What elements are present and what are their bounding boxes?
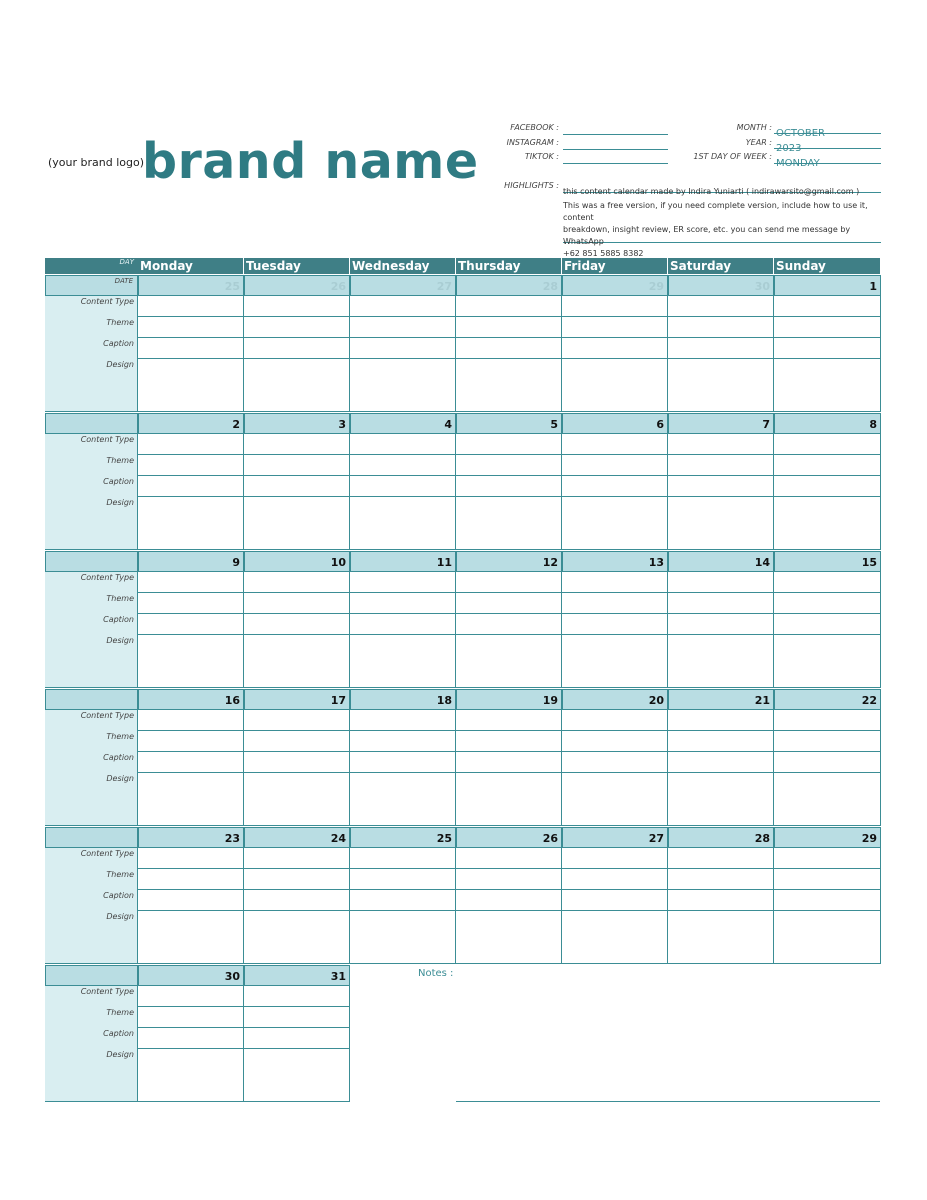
date-label [45, 827, 138, 848]
day-header-saturday: Saturday [668, 258, 774, 274]
calendar-cell-content-type[interactable] [562, 434, 668, 455]
date-cell: 29 [774, 827, 881, 848]
calendar-cell-content-type[interactable] [138, 848, 244, 869]
row-label-theme: Theme [106, 594, 134, 603]
date-cell: 18 [350, 689, 456, 710]
calendar-cell-content-type[interactable] [138, 434, 244, 455]
calendar-cell-content-type[interactable] [350, 296, 456, 317]
calendar-cell-caption[interactable] [562, 338, 668, 359]
calendar-cell-caption[interactable] [138, 338, 244, 359]
day-header-thursday: Thursday [456, 258, 562, 274]
calendar-cell-content-type[interactable] [350, 434, 456, 455]
calendar-cell-content-type[interactable] [774, 572, 881, 593]
row-label-design: Design [106, 912, 134, 921]
row-label-column [45, 434, 138, 550]
calendar-cell-theme[interactable] [350, 731, 456, 752]
calendar-cell-content-type[interactable] [350, 572, 456, 593]
calendar-cell-theme[interactable] [774, 593, 881, 614]
row-label-caption: Caption [103, 339, 134, 348]
calendar-cell-theme[interactable] [138, 593, 244, 614]
highlights-label: HIGHLIGHTS : [504, 181, 559, 190]
calendar-cell-content-type[interactable] [456, 710, 562, 731]
calendar-cell-caption[interactable] [350, 614, 456, 635]
calendar-cell-design[interactable] [562, 635, 668, 688]
calendar-cell-caption[interactable] [668, 614, 774, 635]
row-label-design: Design [106, 774, 134, 783]
date-cell: 5 [456, 413, 562, 434]
calendar-cell-content-type[interactable] [562, 296, 668, 317]
row-label-content-type: Content Type [80, 711, 134, 720]
calendar-cell-theme[interactable] [244, 455, 350, 476]
calendar-cell-theme[interactable] [138, 869, 244, 890]
calendar-cell-content-type[interactable] [668, 434, 774, 455]
calendar-cell-design[interactable] [774, 911, 881, 964]
facebook-field[interactable] [563, 122, 668, 135]
row-label-caption: Caption [103, 477, 134, 486]
row-label-content-type: Content Type [80, 573, 134, 582]
calendar-cell-theme[interactable] [562, 731, 668, 752]
date-cell: 24 [244, 827, 350, 848]
calendar-cell-caption[interactable] [350, 338, 456, 359]
calendar-cell-content-type[interactable] [244, 710, 350, 731]
calendar-cell-caption[interactable] [774, 614, 881, 635]
calendar-cell-design[interactable] [668, 773, 774, 826]
calendar-cell-caption[interactable] [668, 338, 774, 359]
calendar-cell-caption[interactable] [244, 338, 350, 359]
calendar-cell-theme[interactable] [668, 593, 774, 614]
calendar-cell-theme[interactable] [138, 1007, 244, 1028]
calendar-cell-content-type[interactable] [138, 296, 244, 317]
calendar-cell-design[interactable] [562, 911, 668, 964]
date-cell: 30 [668, 275, 774, 296]
calendar-cell-design[interactable] [350, 911, 456, 964]
date-cell: 28 [668, 827, 774, 848]
highlights-line-2: This was a free version, if you need complete version, include how to use it, content [563, 201, 868, 222]
highlights-notes[interactable] [563, 200, 881, 258]
date-cell: 25 [138, 275, 244, 296]
row-label-theme: Theme [106, 318, 134, 327]
highlights-line-1: this content calendar made by Indira Yuniarti ( indirawarsito@gmail.com ) [563, 187, 860, 196]
calendar-cell-theme[interactable] [456, 317, 562, 338]
row-label-content-type: Content Type [80, 849, 134, 858]
calendar-cell-caption[interactable] [774, 752, 881, 773]
calendar-cell-theme[interactable] [244, 731, 350, 752]
calendar-cell-design[interactable] [138, 359, 244, 412]
date-cell: 8 [774, 413, 881, 434]
notes-field[interactable] [456, 1101, 880, 1102]
date-cell: 14 [668, 551, 774, 572]
highlights-line-4: +62 851 5885 8382 [563, 249, 644, 258]
calendar-cell-caption[interactable] [668, 752, 774, 773]
calendar-cell-design[interactable] [668, 359, 774, 412]
date-label [45, 689, 138, 710]
facebook-label: FACEBOOK : [510, 123, 559, 132]
year-label: YEAR : [745, 138, 772, 147]
row-label-design: Design [106, 636, 134, 645]
date-cell: 19 [456, 689, 562, 710]
date-cell: 28 [456, 275, 562, 296]
calendar-cell-design[interactable] [244, 497, 350, 550]
calendar-cell-caption[interactable] [562, 614, 668, 635]
date-cell: 15 [774, 551, 881, 572]
notes-label: Notes : [418, 968, 454, 979]
first-day-label: 1ST DAY OF WEEK : [693, 152, 772, 161]
calendar-cell-content-type[interactable] [456, 434, 562, 455]
calendar-cell-theme[interactable] [456, 593, 562, 614]
month-label: MONTH : [736, 123, 772, 132]
calendar-cell-design[interactable] [456, 359, 562, 412]
calendar-cell-caption[interactable] [244, 890, 350, 911]
date-cell: 27 [562, 827, 668, 848]
calendar-cell-content-type[interactable] [138, 572, 244, 593]
calendar-cell-design[interactable] [562, 359, 668, 412]
calendar-cell-theme[interactable] [456, 455, 562, 476]
calendar-cell-caption[interactable] [456, 338, 562, 359]
calendar-cell-theme[interactable] [774, 731, 881, 752]
calendar-cell-design[interactable] [456, 635, 562, 688]
calendar-cell-theme[interactable] [244, 317, 350, 338]
highlights-line-3: breakdown, insight review, ER score, etc. you can send me message by WhatsApp [563, 225, 851, 246]
calendar-cell-design[interactable] [350, 359, 456, 412]
row-label-column [45, 296, 138, 412]
calendar-cell-content-type[interactable] [562, 710, 668, 731]
calendar-cell-design[interactable] [774, 635, 881, 688]
calendar-cell-theme[interactable] [456, 731, 562, 752]
instagram-label: INSTAGRAM : [506, 138, 559, 147]
year-value: 2023 [776, 143, 802, 154]
calendar-cell-theme[interactable] [562, 317, 668, 338]
row-label-column [45, 848, 138, 964]
calendar-cell-design[interactable] [562, 773, 668, 826]
week-5 [45, 827, 881, 964]
calendar-cell-design[interactable] [562, 497, 668, 550]
week-1 [45, 275, 881, 412]
calendar-cell-design[interactable] [244, 773, 350, 826]
calendar-cell-caption[interactable] [138, 752, 244, 773]
calendar-cell-theme[interactable] [562, 455, 668, 476]
calendar-cell-design[interactable] [456, 773, 562, 826]
calendar-cell-design[interactable] [668, 635, 774, 688]
calendar-cell-caption[interactable] [350, 752, 456, 773]
row-label-content-type: Content Type [80, 987, 134, 996]
date-cell: 13 [562, 551, 668, 572]
week-6 [45, 965, 881, 1102]
calendar-cell-design[interactable] [138, 497, 244, 550]
calendar-cell-content-type[interactable] [244, 296, 350, 317]
calendar-cell-content-type[interactable] [774, 710, 881, 731]
calendar-cell-theme[interactable] [562, 593, 668, 614]
calendar-cell-design[interactable] [138, 911, 244, 964]
year-field[interactable] [774, 136, 881, 154]
row-label-design: Design [106, 498, 134, 507]
calendar-cell-content-type[interactable] [350, 710, 456, 731]
calendar-cell-caption[interactable] [138, 890, 244, 911]
calendar-cell-content-type[interactable] [562, 572, 668, 593]
date-label [45, 551, 138, 572]
calendar-cell-content-type[interactable] [350, 848, 456, 869]
calendar-cell-caption[interactable] [244, 1028, 350, 1049]
instagram-field[interactable] [563, 137, 668, 150]
date-label [45, 965, 138, 986]
calendar-cell-content-type[interactable] [244, 848, 350, 869]
date-cell: 17 [244, 689, 350, 710]
tiktok-field[interactable] [563, 151, 668, 164]
calendar-cell-caption[interactable] [244, 614, 350, 635]
week-bottom-line [45, 825, 138, 826]
day-header-monday: Monday [138, 258, 244, 274]
calendar-cell-content-type[interactable] [562, 848, 668, 869]
row-label-theme: Theme [106, 456, 134, 465]
calendar-cell-theme[interactable] [668, 869, 774, 890]
calendar-cell-caption[interactable] [774, 338, 881, 359]
week-3 [45, 551, 881, 688]
row-label-column [45, 710, 138, 826]
calendar-cell-theme[interactable] [138, 455, 244, 476]
calendar-cell-theme[interactable] [774, 317, 881, 338]
calendar-cell-content-type[interactable] [456, 296, 562, 317]
calendar-cell-design[interactable] [774, 497, 881, 550]
calendar-cell-caption[interactable] [244, 752, 350, 773]
row-label-caption: Caption [103, 753, 134, 762]
calendar-cell-design[interactable] [774, 773, 881, 826]
highlights-field[interactable] [563, 179, 881, 196]
calendar-cell-content-type[interactable] [668, 296, 774, 317]
calendar-cell-caption[interactable] [456, 752, 562, 773]
calendar-cell-caption[interactable] [562, 476, 668, 497]
calendar-cell-content-type[interactable] [668, 710, 774, 731]
date-cell: 20 [562, 689, 668, 710]
calendar-cell-design[interactable] [244, 359, 350, 412]
brand-logo-placeholder: (your brand logo) [48, 156, 145, 169]
calendar-cell-theme[interactable] [138, 731, 244, 752]
week-2 [45, 413, 881, 550]
date-cell: 29 [562, 275, 668, 296]
date-cell: 23 [138, 827, 244, 848]
calendar-cell-caption[interactable] [668, 890, 774, 911]
calendar-cell-theme[interactable] [350, 317, 456, 338]
date-cell: 6 [562, 413, 668, 434]
date-cell: 31 [244, 965, 350, 986]
calendar-cell-caption[interactable] [456, 614, 562, 635]
calendar-cell-content-type[interactable] [244, 434, 350, 455]
month-field[interactable] [774, 121, 881, 139]
calendar-cell-theme[interactable] [244, 593, 350, 614]
calendar-cell-caption[interactable] [774, 890, 881, 911]
calendar-cell-content-type[interactable] [456, 572, 562, 593]
calendar-cell-design[interactable] [138, 635, 244, 688]
row-label-design: Design [106, 360, 134, 369]
calendar-cell-caption[interactable] [138, 614, 244, 635]
date-cell: 9 [138, 551, 244, 572]
row-label-caption: Caption [103, 1029, 134, 1038]
calendar-cell-design[interactable] [350, 773, 456, 826]
calendar-cell-content-type[interactable] [456, 848, 562, 869]
row-label-theme: Theme [106, 1008, 134, 1017]
row-label-column [45, 986, 138, 1102]
calendar-cell-content-type[interactable] [138, 710, 244, 731]
calendar-cell-design[interactable] [138, 773, 244, 826]
calendar-cell-theme[interactable] [774, 455, 881, 476]
calendar-cell-caption[interactable] [456, 476, 562, 497]
week-bottom-line [45, 687, 138, 688]
week-bottom-line [45, 411, 138, 412]
calendar-cell-caption[interactable] [350, 476, 456, 497]
first-day-field[interactable] [774, 151, 881, 169]
first-day-value: MONDAY [776, 158, 820, 169]
date-cell: 12 [456, 551, 562, 572]
calendar-cell-design[interactable] [456, 497, 562, 550]
calendar-cell-content-type[interactable] [138, 986, 244, 1007]
calendar-cell-content-type[interactable] [774, 296, 881, 317]
date-cell: 10 [244, 551, 350, 572]
month-value: OCTOBER [776, 128, 825, 139]
calendar-cell-caption[interactable] [138, 476, 244, 497]
date-cell: 11 [350, 551, 456, 572]
calendar-cell-design[interactable] [668, 911, 774, 964]
calendar-cell-theme[interactable] [562, 869, 668, 890]
week-bottom-line [45, 963, 138, 964]
calendar-cell-design[interactable] [668, 497, 774, 550]
week-4 [45, 689, 881, 826]
calendar-cell-caption[interactable] [562, 752, 668, 773]
day-header-label: DAY [45, 258, 138, 274]
calendar-cell-theme[interactable] [668, 455, 774, 476]
week-bottom-line [45, 549, 138, 550]
calendar-cell-design[interactable] [350, 635, 456, 688]
date-cell: 26 [244, 275, 350, 296]
date-label: DATE [45, 275, 138, 296]
date-cell: 4 [350, 413, 456, 434]
week-bottom-line [45, 1101, 138, 1102]
calendar-cell-theme[interactable] [244, 1007, 350, 1028]
tiktok-label: TIKTOK : [524, 152, 559, 161]
date-cell: 2 [138, 413, 244, 434]
calendar-cell-caption[interactable] [244, 476, 350, 497]
calendar-cell-content-type[interactable] [244, 986, 350, 1007]
date-cell: 16 [138, 689, 244, 710]
calendar-cell-design[interactable] [244, 1049, 350, 1102]
calendar-cell-design[interactable] [244, 911, 350, 964]
calendar-cell-caption[interactable] [562, 890, 668, 911]
day-header-friday: Friday [562, 258, 668, 274]
date-cell: 3 [244, 413, 350, 434]
date-cell: 7 [668, 413, 774, 434]
row-label-content-type: Content Type [80, 435, 134, 444]
calendar-cell-content-type[interactable] [668, 848, 774, 869]
date-cell: 21 [668, 689, 774, 710]
row-label-design: Design [106, 1050, 134, 1059]
calendar-cell-theme[interactable] [350, 593, 456, 614]
row-label-caption: Caption [103, 891, 134, 900]
row-label-caption: Caption [103, 615, 134, 624]
calendar-cell-caption[interactable] [350, 890, 456, 911]
date-cell: 22 [774, 689, 881, 710]
calendar-cell-theme[interactable] [138, 317, 244, 338]
calendar-cell-design[interactable] [138, 1049, 244, 1102]
calendar-cell-content-type[interactable] [774, 848, 881, 869]
date-cell: 30 [138, 965, 244, 986]
row-label-content-type: Content Type [80, 297, 134, 306]
calendar-cell-theme[interactable] [350, 455, 456, 476]
brand-name-title: brand name [142, 133, 479, 190]
calendar-cell-theme[interactable] [350, 869, 456, 890]
day-header-wednesday: Wednesday [350, 258, 456, 274]
calendar-cell-theme[interactable] [774, 869, 881, 890]
calendar-cell-theme[interactable] [668, 317, 774, 338]
date-cell: 25 [350, 827, 456, 848]
calendar-cell-caption[interactable] [456, 890, 562, 911]
calendar-cell-content-type[interactable] [668, 572, 774, 593]
row-label-column [45, 572, 138, 688]
calendar-cell-design[interactable] [350, 497, 456, 550]
calendar-cell-content-type[interactable] [774, 434, 881, 455]
calendar-cell-caption[interactable] [138, 1028, 244, 1049]
calendar-cell-caption[interactable] [774, 476, 881, 497]
calendar-cell-theme[interactable] [244, 869, 350, 890]
calendar-cell-design[interactable] [244, 635, 350, 688]
calendar-cell-theme[interactable] [456, 869, 562, 890]
date-cell: 27 [350, 275, 456, 296]
date-cell: 26 [456, 827, 562, 848]
day-header-tuesday: Tuesday [244, 258, 350, 274]
calendar-cell-theme[interactable] [668, 731, 774, 752]
row-label-theme: Theme [106, 732, 134, 741]
calendar-cell-design[interactable] [456, 911, 562, 964]
date-cell: 1 [774, 275, 881, 296]
row-label-theme: Theme [106, 870, 134, 879]
calendar-cell-design[interactable] [774, 359, 881, 412]
day-header-sunday: Sunday [774, 258, 881, 274]
date-label [45, 413, 138, 434]
calendar-cell-content-type[interactable] [244, 572, 350, 593]
calendar-cell-caption[interactable] [668, 476, 774, 497]
